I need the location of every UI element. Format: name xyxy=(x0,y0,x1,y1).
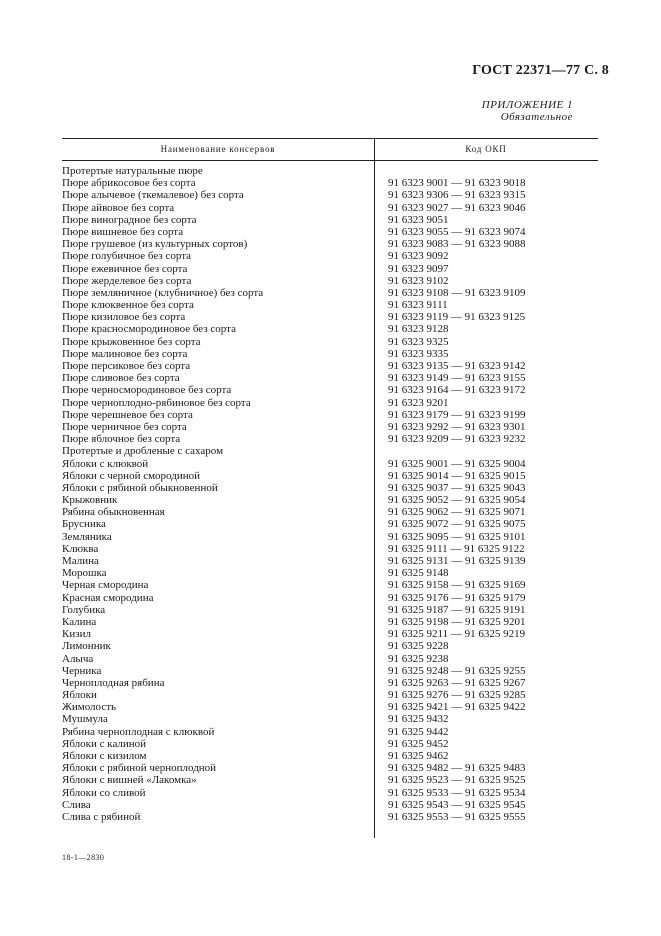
table-row xyxy=(62,738,598,750)
okp-code: 91 6325 9452 xyxy=(388,737,449,750)
okp-code: 91 6325 9072 — 91 6325 9075 xyxy=(388,518,526,531)
table-row xyxy=(62,323,598,335)
product-name: Черноплодная рябина xyxy=(62,676,165,689)
product-name: Калина xyxy=(62,615,97,628)
table-row xyxy=(62,226,598,238)
table-row xyxy=(62,555,598,567)
table-row xyxy=(62,592,598,604)
okp-code: 91 6323 9001 — 91 6323 9018 xyxy=(388,177,526,190)
okp-code: 91 6325 9238 xyxy=(388,652,449,665)
product-name: Морошка xyxy=(62,567,107,580)
okp-code: 91 6323 9097 xyxy=(388,262,449,275)
product-name: Протертые и дробленые с сахаром xyxy=(62,445,224,458)
okp-code: 91 6323 9306 — 91 6323 9315 xyxy=(388,189,526,202)
table-row xyxy=(62,579,598,591)
column-header-name: Наименование консервов xyxy=(160,144,276,154)
product-name: Малина xyxy=(62,555,99,567)
table-row xyxy=(62,726,598,738)
okp-code: 91 6325 9533 — 91 6325 9534 xyxy=(388,786,526,799)
product-name: Пюре персиковое без сорта xyxy=(62,360,191,372)
product-name: Голубика xyxy=(62,603,106,616)
okp-code: 91 6323 9149 — 91 6323 9155 xyxy=(388,372,526,385)
product-name: Слива xyxy=(62,798,91,811)
product-name: Пюре жерделевое без сорта xyxy=(62,274,192,287)
table-row xyxy=(62,482,598,494)
product-name: Рябина черноплодная с клюквой xyxy=(62,725,215,738)
product-name: Жимолость xyxy=(62,701,117,714)
product-name: Пюре крыжовенное без сорта xyxy=(62,335,201,348)
product-name: Яблоки с клюквой xyxy=(62,457,149,470)
table-row xyxy=(62,299,598,311)
okp-code: 91 6325 9442 xyxy=(388,725,449,738)
table-row xyxy=(62,458,598,470)
okp-code-table xyxy=(62,138,598,823)
okp-code: 91 6323 9135 — 91 6323 9142 xyxy=(388,360,526,372)
product-name: Яблоки с рябиной черноплодной xyxy=(62,762,217,775)
product-name: Яблоки с вишней «Лакомка» xyxy=(62,774,197,787)
okp-code: 91 6323 9201 xyxy=(388,396,449,409)
okp-code: 91 6325 9001 — 91 6325 9004 xyxy=(388,457,526,470)
table-row xyxy=(62,543,598,555)
table-row xyxy=(62,665,598,677)
table-row xyxy=(62,713,598,725)
product-name: Лимонник xyxy=(62,640,111,653)
product-name: Пюре абрикосовое без сорта xyxy=(62,177,196,190)
product-name: Яблоки с кизилом xyxy=(62,750,147,762)
table-row xyxy=(62,165,598,177)
product-name: Пюре айвовое без сорта xyxy=(62,201,175,214)
table-row xyxy=(62,567,598,579)
product-name: Пюре клюквенное без сорта xyxy=(62,299,194,312)
table-row xyxy=(62,397,598,409)
okp-code: 91 6325 9263 — 91 6325 9267 xyxy=(388,676,526,689)
product-name: Черная смородина xyxy=(62,579,149,592)
table-row xyxy=(62,653,598,665)
product-name: Слива с рябиной xyxy=(62,810,141,823)
product-name: Пюре черносмородиновое без сорта xyxy=(62,384,232,397)
okp-code: 91 6325 9198 — 91 6325 9201 xyxy=(388,615,526,628)
product-name: Пюре яблочное без сорта xyxy=(62,433,181,446)
table-row xyxy=(62,640,598,652)
product-name: Пюре черничное без сорта xyxy=(62,420,187,433)
okp-code: 91 6323 9119 — 91 6323 9125 xyxy=(388,311,526,324)
okp-code: 91 6323 9325 xyxy=(388,335,449,348)
product-name: Рябина обыкновенная xyxy=(62,506,165,519)
table-row xyxy=(62,762,598,774)
product-name: Черника xyxy=(62,664,102,677)
okp-code: 91 6325 9276 — 91 6325 9285 xyxy=(388,689,526,702)
table-row xyxy=(62,616,598,628)
okp-code: 91 6323 9102 xyxy=(388,274,449,287)
okp-code: 91 6325 9187 — 91 6325 9191 xyxy=(388,603,526,616)
table-row xyxy=(62,433,598,445)
okp-code: 91 6325 9523 — 91 6325 9525 xyxy=(388,774,526,787)
table-row xyxy=(62,518,598,530)
product-name: Земляника xyxy=(62,530,112,543)
table-row xyxy=(62,348,598,360)
okp-code: 91 6325 9062 — 91 6325 9071 xyxy=(388,506,526,519)
product-name: Яблоки с черной смородиной xyxy=(62,469,200,482)
table-row xyxy=(62,604,598,616)
table-row xyxy=(62,189,598,201)
okp-code: 91 6323 9292 — 91 6323 9301 xyxy=(388,420,526,433)
okp-code: 91 6325 9037 — 91 6325 9043 xyxy=(388,481,526,494)
product-name: Брусника xyxy=(62,518,106,531)
product-name: Крыжовник xyxy=(62,494,118,507)
table-row xyxy=(62,628,598,640)
product-name: Клюква xyxy=(62,542,99,555)
okp-code: 91 6323 9179 — 91 6323 9199 xyxy=(388,408,526,421)
product-name: Алыча xyxy=(62,652,94,665)
appendix-label xyxy=(482,99,573,123)
product-name: Пюре грушевое (из культурных сортов) xyxy=(62,238,248,251)
okp-code: 91 6325 9052 — 91 6325 9054 xyxy=(388,494,526,507)
table-row xyxy=(62,531,598,543)
table-row xyxy=(62,811,598,823)
table-row xyxy=(62,689,598,701)
product-name: Пюре ежевичное без сорта xyxy=(62,262,188,275)
table-row xyxy=(62,263,598,275)
okp-code: 91 6325 9176 — 91 6325 9179 xyxy=(388,591,526,604)
okp-code: 91 6325 9095 — 91 6325 9101 xyxy=(388,530,526,543)
product-name: Пюре кизиловое без сорта xyxy=(62,311,186,324)
table-row xyxy=(62,701,598,713)
product-name: Пюре черешневое без сорта xyxy=(62,408,193,421)
table-row xyxy=(62,787,598,799)
product-name: Протертые натуральные пюре xyxy=(62,165,203,177)
table-row xyxy=(62,177,598,189)
table-body xyxy=(62,161,598,823)
okp-code: 91 6323 9092 xyxy=(388,250,449,263)
okp-code: 91 6323 9108 — 91 6323 9109 xyxy=(388,286,526,299)
okp-code: 91 6325 9248 — 91 6325 9255 xyxy=(388,664,526,677)
product-name: Пюре черноплодно-рябиновое без сорта xyxy=(62,396,251,409)
table-row xyxy=(62,287,598,299)
table-row xyxy=(62,250,598,262)
table-row xyxy=(62,799,598,811)
okp-code: 91 6325 9421 — 91 6325 9422 xyxy=(388,701,526,714)
okp-code: 91 6325 9482 — 91 6325 9483 xyxy=(388,762,526,775)
table-row xyxy=(62,506,598,518)
table-row xyxy=(62,202,598,214)
okp-code: 91 6325 9014 — 91 6325 9015 xyxy=(388,469,526,482)
product-name: Пюре земляничное (клубничное) без сорта xyxy=(62,286,264,299)
okp-code: 91 6323 9051 xyxy=(388,213,449,226)
product-name: Пюре вишневое без сорта xyxy=(62,225,184,238)
product-name: Яблоки со сливой xyxy=(62,786,146,799)
table-row xyxy=(62,214,598,226)
okp-code: 91 6323 9128 xyxy=(388,323,449,336)
table-row xyxy=(62,774,598,786)
column-header-code: Код ОКП xyxy=(465,144,507,154)
table-row xyxy=(62,384,598,396)
product-name: Красная смородина xyxy=(62,591,154,604)
product-name: Пюре красносмородиновое без сорта xyxy=(62,323,236,336)
table-row xyxy=(62,238,598,250)
appendix-number: ПРИЛОЖЕНИЕ 1 xyxy=(481,99,573,111)
okp-code: 91 6323 9111 xyxy=(388,299,448,312)
okp-code: 91 6325 9211 — 91 6325 9219 xyxy=(388,628,526,641)
appendix-status: Обязательное xyxy=(500,111,573,123)
okp-code: 91 6325 9158 — 91 6325 9169 xyxy=(388,579,526,592)
product-name: Мушмула xyxy=(62,713,108,726)
okp-code: 91 6325 9111 — 91 6325 9122 xyxy=(388,542,525,555)
product-name: Яблоки xyxy=(62,689,97,702)
okp-code: 91 6325 9462 xyxy=(388,750,449,762)
table-row xyxy=(62,470,598,482)
table-row xyxy=(62,275,598,287)
okp-code: 91 6325 9228 xyxy=(388,640,449,653)
okp-code: 91 6323 9164 — 91 6323 9172 xyxy=(388,384,526,397)
table-row xyxy=(62,336,598,348)
table-row xyxy=(62,372,598,384)
okp-code: 91 6323 9335 xyxy=(388,347,449,360)
product-name: Яблоки с калиной xyxy=(62,737,147,750)
table-row xyxy=(62,311,598,323)
page-title: ГОСТ 22371—77 С. 8 xyxy=(472,63,609,78)
table-row xyxy=(62,409,598,421)
product-name: Пюре голубичное без сорта xyxy=(62,250,192,263)
print-mark: 18-1—2830 xyxy=(62,853,105,862)
table-header xyxy=(62,138,598,161)
okp-code: 91 6325 9148 xyxy=(388,567,449,580)
product-name: Пюре сливовое без сорта xyxy=(62,372,180,385)
okp-code: 91 6323 9055 — 91 6323 9074 xyxy=(388,225,526,238)
okp-code: 91 6325 9543 — 91 6325 9545 xyxy=(388,798,526,811)
table-row xyxy=(62,421,598,433)
okp-code: 91 6323 9209 — 91 6323 9232 xyxy=(388,433,526,446)
table-row xyxy=(62,677,598,689)
product-name: Яблоки с рябиной обыкновенной xyxy=(62,481,218,494)
product-name: Пюре алычевое (ткемалевое) без сорта xyxy=(62,189,244,202)
product-name: Пюре малиновое без сорта xyxy=(62,347,188,360)
okp-code: 91 6323 9027 — 91 6323 9046 xyxy=(388,201,526,214)
okp-code: 91 6325 9553 — 91 6325 9555 xyxy=(388,810,526,823)
table-row xyxy=(62,494,598,506)
product-name: Кизил xyxy=(62,628,91,641)
product-name: Пюре виноградное без сорта xyxy=(62,213,197,226)
table-row xyxy=(62,360,598,372)
okp-code: 91 6325 9432 xyxy=(388,713,449,726)
okp-code: 91 6323 9083 — 91 6323 9088 xyxy=(388,238,526,251)
okp-code: 91 6325 9131 — 91 6325 9139 xyxy=(388,555,526,567)
table-row xyxy=(62,445,598,457)
table-row xyxy=(62,750,598,762)
